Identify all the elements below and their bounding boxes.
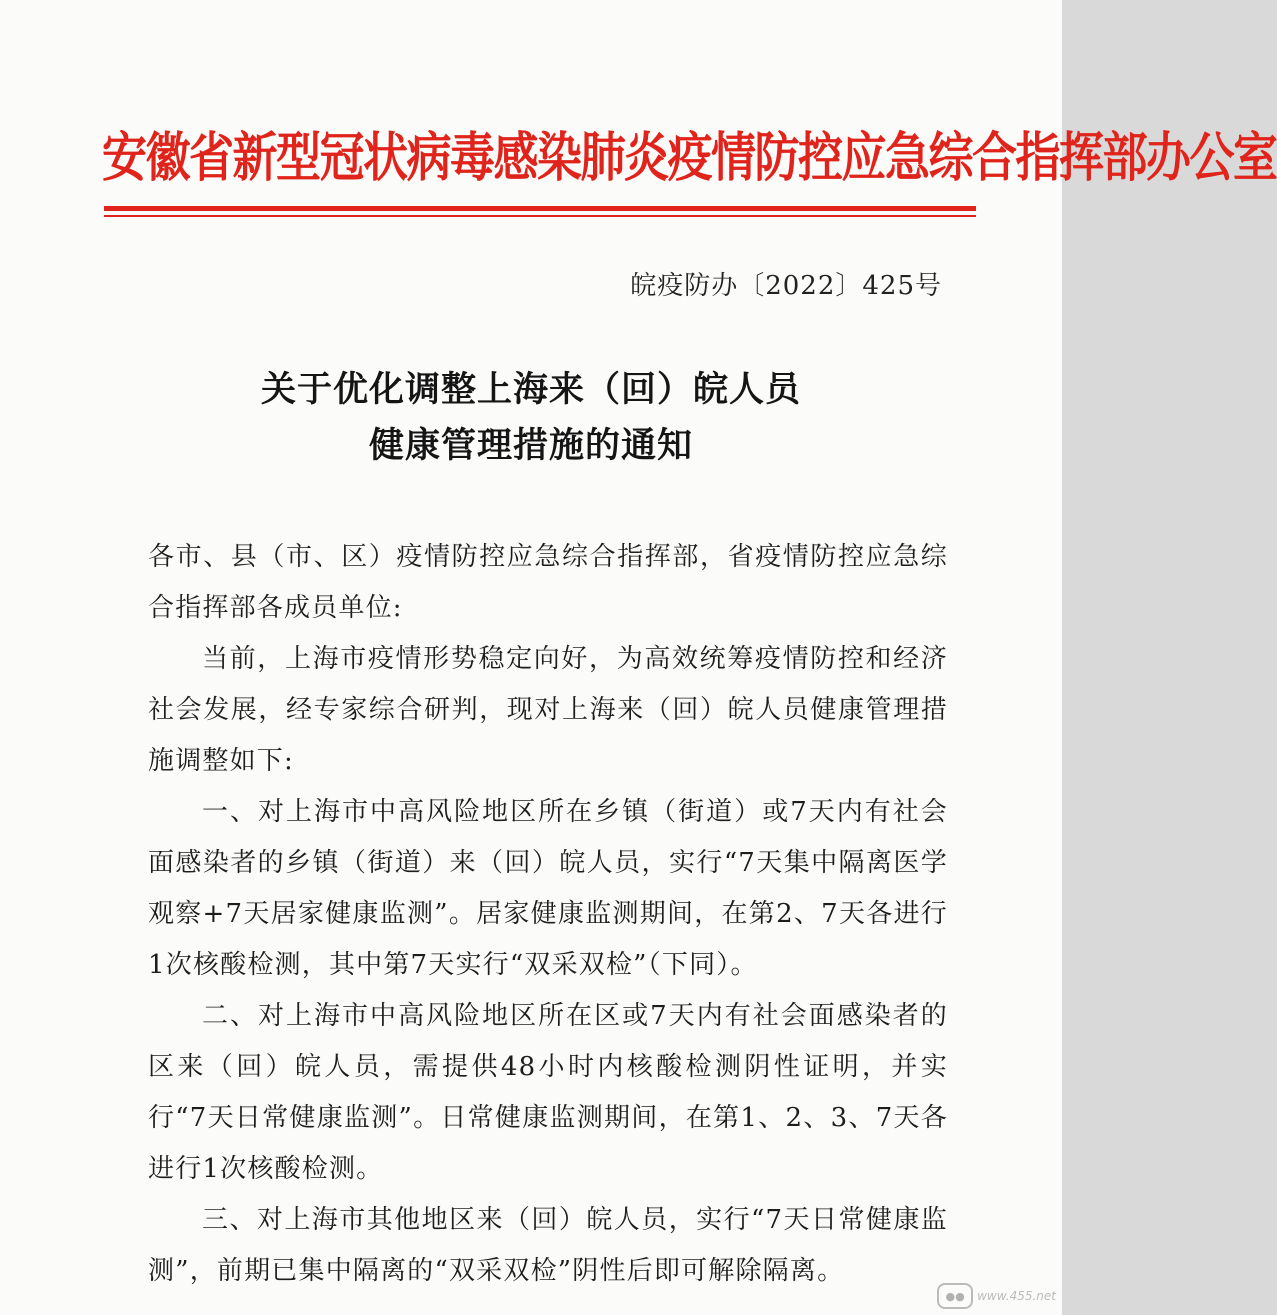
watermark-text: www.455.net xyxy=(977,1289,1056,1303)
item-3-paragraph: 三、对上海市其他地区来（回）皖人员，实行“7天日常健康监测”，前期已集中隔离的“双采双检”阴性后即可解除隔离。 xyxy=(148,1205,948,1286)
item-1-paragraph: 一、对上海市中高风险地区所在乡镇（街道）或7天内有社会面感染者的乡镇（街道）来（回）皖人员，实行“7天集中隔离医学观察+7天居家健康监测”。居家健康监测期间，在第2、7天各进行1次核酸检测，其中第7天实行“双采双检”（下同）。 xyxy=(148,797,948,980)
site-watermark xyxy=(937,1281,1056,1311)
intro-paragraph: 当前，上海市疫情形势稳定向好，为高效统筹疫情防控和经济社会发展，经专家综合研判，现对上海来（回）皖人员健康管理措施调整如下: xyxy=(148,644,948,776)
header-red-rule-thick xyxy=(104,206,976,211)
header-red-rule-thin xyxy=(104,215,976,217)
item-2-paragraph: 二、对上海市中高风险地区所在区或7天内有社会面感染者的区来（回）皖人员，需提供48小时内核酸检测阴性证明，并实行“7天日常健康监测”。日常健康监测期间，在第1、2、3、7天各进行1次核酸检测。 xyxy=(148,1001,948,1184)
document-title xyxy=(0,362,1062,474)
watermark-logo-icon: ●● xyxy=(937,1283,973,1309)
document-title-line-1: 关于优化调整上海来（回）皖人员 xyxy=(260,369,801,410)
document-number: 皖疫防办〔2022〕425号 xyxy=(630,271,942,301)
issuing-office-header: 安徽省新型冠状病毒感染肺炎疫情防控应急综合指挥部办公室 xyxy=(102,126,1277,189)
salutation-paragraph: 各市、县（市、区）疫情防控应急综合指挥部，省疫情防控应急综合指挥部各成员单位: xyxy=(148,542,948,623)
document-body xyxy=(148,532,948,1297)
document-title-line-2: 健康管理措施的通知 xyxy=(368,425,693,466)
